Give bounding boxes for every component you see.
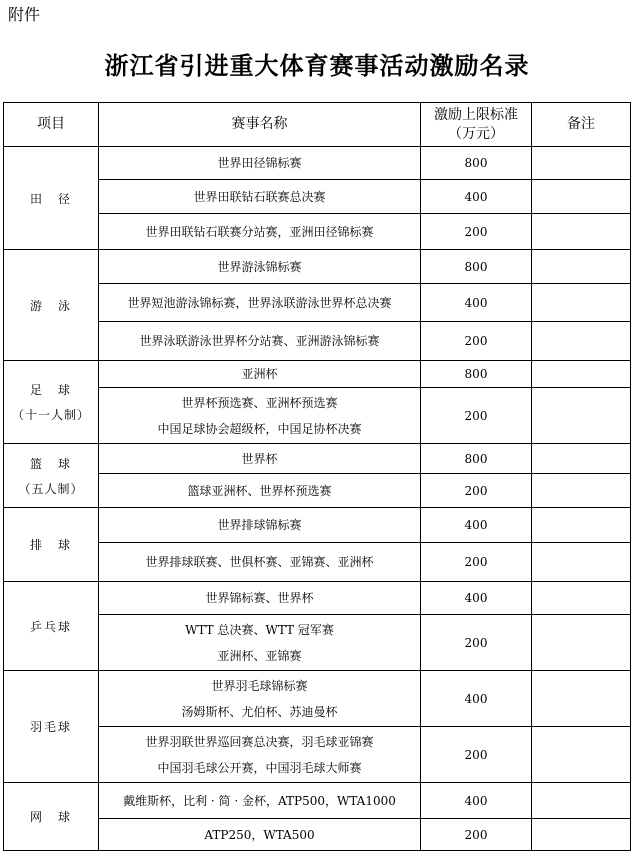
limit-amount-cell: 800 [421,250,532,284]
table-row [4,727,631,783]
table-row [4,284,631,322]
event-name-line: 世界游泳锦标赛 [217,259,302,274]
limit-amount-cell: 200 [421,474,532,508]
event-name-cell [99,322,421,361]
event-name-cell [99,474,421,508]
limit-amount-cell: 200 [421,214,532,250]
event-name-cell [99,214,421,250]
event-name-cell [99,671,421,727]
table-row [4,819,631,851]
limit-amount-cell: 800 [421,444,532,474]
event-name-line: 中国足球协会超级杯，中国足协杯决赛 [157,421,362,436]
table-row [4,322,631,361]
remark-cell [532,819,631,851]
event-name-line: 亚洲杯 [241,367,278,381]
remark-cell [532,671,631,727]
remark-cell [532,388,631,444]
header-item: 项目 [4,103,99,147]
limit-amount-cell: 200 [421,322,532,361]
remark-cell [532,180,631,214]
category-name: 田 径 [29,191,72,206]
category-cell [4,582,99,671]
limit-amount-cell: 800 [421,361,532,388]
event-name-line: 戴维斯杯，比利 · 简 · 金杯，ATP500，WTA1000 [123,793,396,808]
table-body [4,147,631,851]
category-cell [4,508,99,582]
header-row [4,103,631,147]
document-title: 浙江省引进重大体育赛事活动激励名录 [104,52,530,80]
event-name-cell [99,388,421,444]
event-name-line: 世界泳联游泳世界杯分站赛、亚洲游泳锦标赛 [139,334,380,348]
table-row [4,361,631,388]
remark-cell [532,147,631,180]
limit-amount-cell: 400 [421,180,532,214]
category-cell [4,671,99,783]
limit-amount-cell: 200 [421,388,532,444]
event-name-line: 中国羽毛球公开赛，中国羽毛球大师赛 [157,760,362,775]
table-row [4,214,631,250]
table-row [4,508,631,543]
remark-cell [532,322,631,361]
header-event-name: 赛事名称 [99,103,421,147]
remark-cell [532,727,631,783]
event-name-cell [99,508,421,543]
event-name-cell [99,250,421,284]
remark-cell [532,783,631,819]
event-name-line: ATP250，WTA500 [204,827,315,842]
remark-cell [532,508,631,543]
category-name: 足 球 [29,383,72,397]
header-limit-line2: （万元） [448,125,504,142]
event-name-line: 世界杯 [241,451,278,466]
remark-cell [532,444,631,474]
event-name-line: WTT 总决赛、WTT 冠军赛 [185,622,334,637]
event-name-cell [99,147,421,180]
event-name-line: 世界羽联世界巡回赛总决赛，羽毛球亚锦赛 [145,734,374,749]
category-cell [4,444,99,508]
event-name-cell [99,543,421,582]
event-name-cell [99,783,421,819]
limit-amount-cell: 800 [421,147,532,180]
table-row [4,444,631,474]
category-cell [4,361,99,444]
limit-amount-cell: 200 [421,727,532,783]
event-name-cell [99,284,421,322]
remark-cell [532,474,631,508]
table-row [4,543,631,582]
event-name-line: 世界短池游泳锦标赛，世界泳联游泳世界杯总决赛 [127,295,392,310]
table-row [4,388,631,444]
remark-cell [532,250,631,284]
category-subtitle: （五人制） [18,481,84,496]
category-name: 游 泳 [29,298,72,313]
category-name: 排 球 [29,538,72,552]
attachment-label: 附件 [8,5,41,24]
limit-amount-cell: 400 [421,783,532,819]
event-name-cell [99,444,421,474]
event-name-cell [99,819,421,851]
table-row [4,671,631,727]
limit-amount-cell: 400 [421,671,532,727]
remark-cell [532,543,631,582]
event-name-cell [99,582,421,615]
category-cell [4,147,99,250]
category-name: 乒乓球 [29,619,72,634]
table-row [4,474,631,508]
category-cell [4,783,99,851]
event-name-line: 世界杯预选赛、亚洲杯预选赛 [181,395,338,410]
table-row [4,250,631,284]
remark-cell [532,615,631,671]
header-remark: 备注 [532,103,631,147]
limit-amount-cell: 200 [421,543,532,582]
table-row [4,783,631,819]
event-name-line: 篮球亚洲杯、世界杯预选赛 [187,483,332,498]
category-name: 网 球 [29,810,72,824]
table-row [4,147,631,180]
header-limit-line1: 激励上限标准 [434,106,518,123]
event-name-line: 汤姆斯杯、尤伯杯、苏迪曼杯 [181,704,338,719]
event-name-cell [99,615,421,671]
table-row [4,615,631,671]
table-row [4,180,631,214]
event-name-cell [99,180,421,214]
limit-amount-cell: 400 [421,284,532,322]
category-subtitle: （十一人制） [11,408,90,422]
event-name-cell [99,727,421,783]
limit-amount-cell: 400 [421,582,532,615]
category-name: 羽毛球 [29,720,72,734]
remark-cell [532,361,631,388]
event-name-line: 世界田径锦标赛 [217,156,302,170]
event-name-line: 世界羽毛球锦标赛 [211,678,308,693]
remark-cell [532,214,631,250]
limit-amount-cell: 200 [421,819,532,851]
limit-amount-cell: 400 [421,508,532,543]
table-row [4,582,631,615]
limit-amount-cell: 200 [421,615,532,671]
event-name-line: 世界排球锦标赛 [217,518,302,532]
incentive-table [3,102,631,851]
event-name-line: 世界排球联赛、世俱杯赛、亚锦赛、亚洲杯 [145,555,374,569]
remark-cell [532,582,631,615]
category-cell [4,250,99,361]
event-name-line: 世界田联钻石联赛总决赛 [193,189,326,204]
remark-cell [532,284,631,322]
event-name-cell [99,361,421,388]
header-limit [421,103,532,147]
event-name-line: 世界锦标赛、世界杯 [205,591,314,605]
event-name-line: 亚洲杯、亚锦赛 [217,648,302,663]
category-name: 篮 球 [29,456,72,471]
event-name-line: 世界田联钻石联赛分站赛，亚洲田径锦标赛 [145,224,374,239]
